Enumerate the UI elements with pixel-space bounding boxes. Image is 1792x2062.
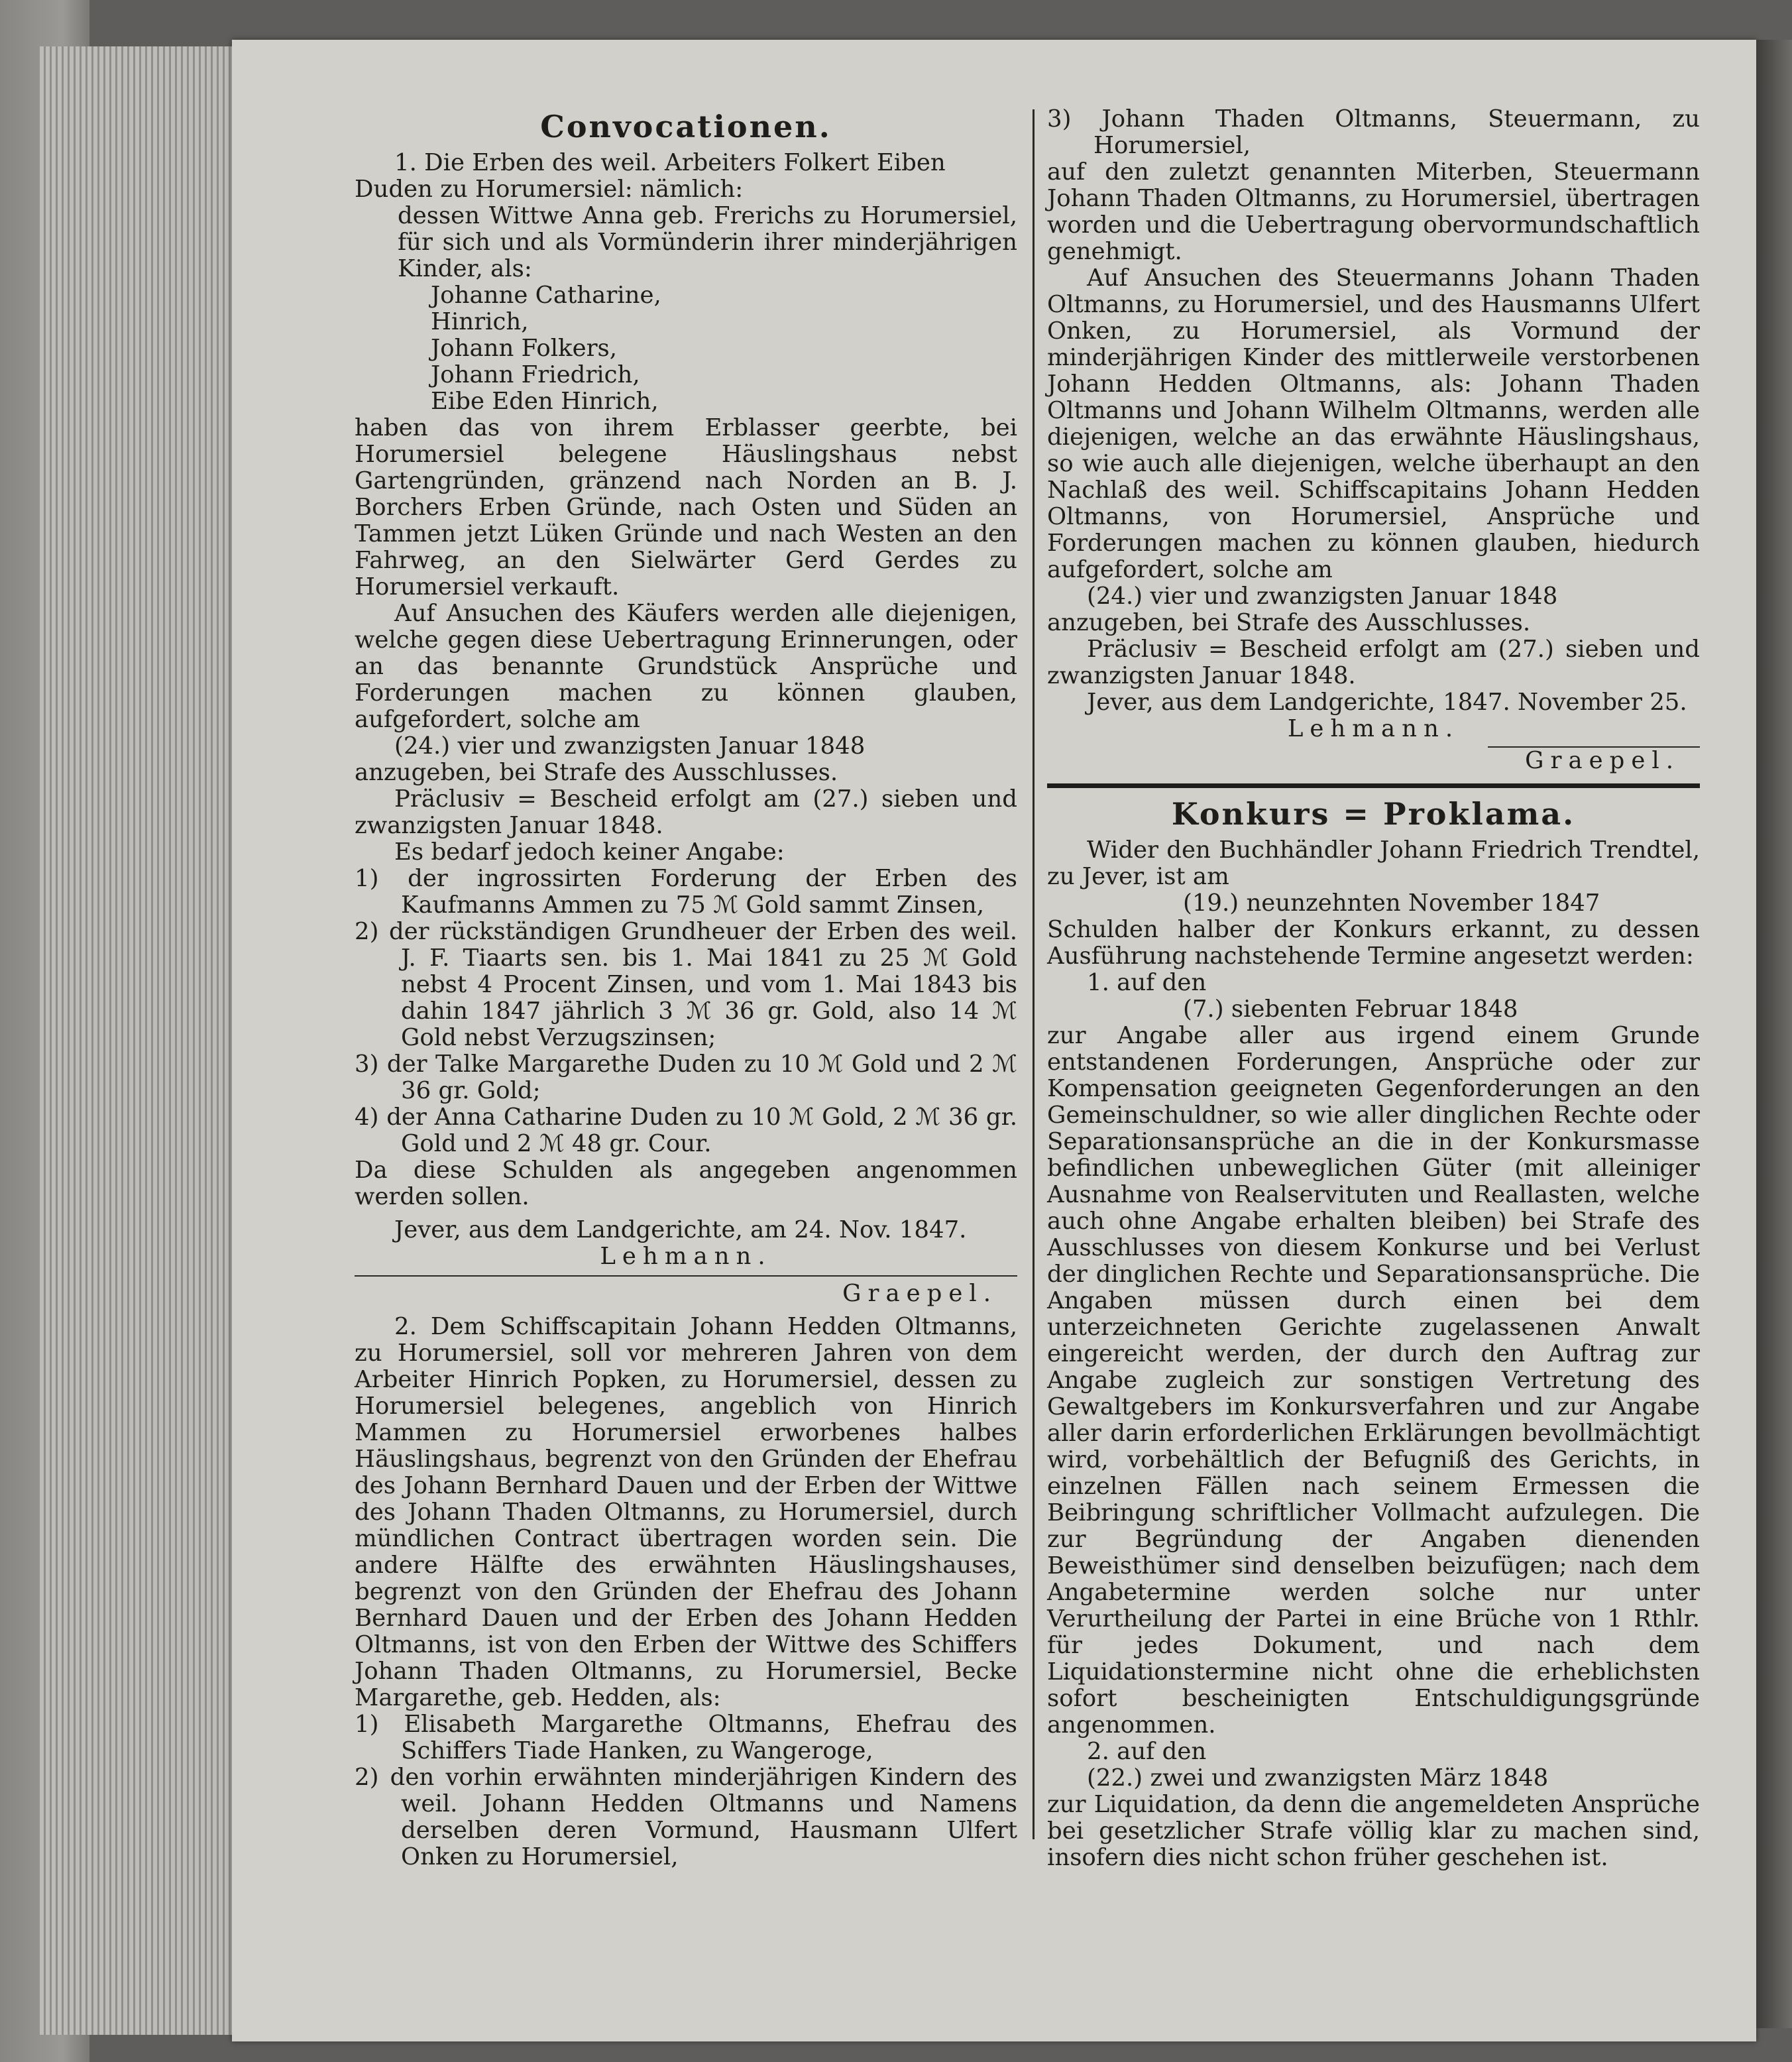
notice-1-widow: dessen Wittwe Anna geb. Frerichs zu Horumersiel, für sich und als Vormünderin ihrer minderjährigen Kinder, als:: [398, 202, 1017, 282]
child-name: Johann Folkers,: [431, 335, 618, 362]
children-list: [355, 282, 1017, 415]
notice-1-request: Auf Ansuchen des Käufers werden alle diejenigen, welche gegen diese Uebertragung Erinnerungen, oder an das benannte Grundstück Ansprüche und Forderungen machen zu können glauben, aufgefordert, solche am: [355, 600, 1017, 733]
notice-1-sale: haben das von ihrem Erblasser geerbte, bei Horumersiel belegene Häuslingshaus nebst Gartengründen, gränzend nach Norden an B. J. Borchers Erben Gründe, nach Osten und Süden an Tammen jetzt Lüken Gründe und nach Westen an den Fahrweg, an den Sielwärter Gerd Gerdes zu Horumersiel verkauft.: [355, 414, 1017, 601]
notice-2-continuation: auf den zuletzt genannten Miterben, Steuermann Johann Thaden Oltmanns, zu Horumersiel, übertragen worden und die Uebertragung obervormundschaftlich genehmigt.: [1047, 158, 1700, 265]
notice-2-date: (24.) vier und zwanzigsten Januar 1848: [1087, 583, 1558, 610]
notice-1-line-1: 1. Die Erben des weil. Arbeiters Folkert Eiben: [394, 149, 946, 176]
konkurs-debt: Schulden halber der Konkurs erkannt, zu dessen Ausführung nachstehende Termine angesetzt werden:: [1047, 916, 1700, 970]
konkurs-term-1-text: zur Angabe aller aus irgend einem Grunde entstandenen Forderungen, Ansprüche oder zur Kompensation geeigneten Gegenforderungen an den Gemeinschuldner, so wie aller dinglichen Rechte oder Separationsansprüche an die in der Konkursmasse befindlichen unbeweglichen Güter (mit alleiniger Ausnahme von Realservituten und Reallasten, welche auch ohne Angabe erhalten bleiben) bei Strafe des Ausschlusses von diesem Konkurse und bei Verlust der dinglichen Rechte und Separationsansprüche. Die Angaben müssen durch einen bei dem unterzeichneten Gerichte zugelassenen Anwalt eingereicht werden, der durch den Auftrag zur Angabe zugleich zur sonstigen Vertretung des Gewaltgebers im Konkursverfahren und zur Angabe aller darin erforderlichen Erklärungen bevollmächtigt wird, vorbehältlich der Befugniß des Gerichts, in einzelnen Fällen nach seinem Ermessen die Beibringung schriftlicher Vollmacht aufzulegen. Die zur Begründung der Angaben dienenden Beweisthümer sind denselben beizufügen; nach dem Angabetermine werden solche nur unter Verurtheilung der Partei in eine Brüche von 1 Rthlr. für jedes Dokument, und nach dem Liquidationstermine nicht ohne die erheblichsten sofort bescheinigten Entschuldigungsgründe angenommen.: [1047, 1022, 1700, 1739]
exception-item: 3) der Talke Margarethe Duden zu 10 ℳ Gold und 2 ℳ 36 gr. Gold;: [355, 1051, 1017, 1104]
exception-list: [355, 866, 1017, 1157]
notice-1-penalty: anzugeben, bei Strafe des Ausschlusses.: [355, 759, 838, 786]
child-name: Johanne Catharine,: [431, 282, 661, 309]
konkurs-term-2-date: (22.) zwei und zwanzigsten März 1848: [1087, 1764, 1549, 1792]
exception-item: 4) der Anna Catharine Duden zu 10 ℳ Gold, 2 ℳ 36 gr. Gold und 2 ℳ 48 gr. Cour.: [355, 1104, 1017, 1157]
notice-1-preclusion: Präclusiv = Bescheid erfolgt am (27.) sieben und zwanzigsten Januar 1848.: [355, 785, 1017, 839]
child-name: Johann Friedrich,: [431, 361, 640, 388]
heir-item: 2) den vorhin erwähnten minderjährigen Kindern des weil. Johann Hedden Oltmanns und Namens derselben deren Vormund, Hausmann Ulfert Onken zu Horumersiel,: [355, 1764, 1017, 1870]
section-divider: [1047, 783, 1700, 788]
konkurs-date: (19.) neunzehnten November 1847: [1183, 889, 1600, 917]
konkurs-term-1: 1. auf den: [1087, 969, 1207, 996]
column-divider: [1033, 109, 1035, 1839]
notice-2-request: Auf Ansuchen des Steuermanns Johann Thaden Oltmanns, zu Horumersiel, und des Hausmanns Ulfert Onken, zu Horumersiel, als Vormund der minderjährigen Kinder des mittlerweile verstorbenen Johann Hedden Oltmanns, als: Johann Thaden Oltmanns und Johann Wilhelm Oltmanns, werden alle diejenigen, welche an das erwähnte Häuslingshaus, so wie auch alle diejenigen, welche überhaupt an den Nachlaß des weil. Schiffscapitains Johann Hedden Oltmanns, von Horumersiel, Ansprüche und Forderungen machen zu können glauben, hiedurch aufgefordert, solche am: [1047, 264, 1700, 583]
notice-2-list: [355, 1711, 1017, 1870]
signature-rule: [355, 1275, 1017, 1277]
child-name: Eibe Eden Hinrich,: [431, 388, 659, 415]
notice-1-place-date: Jever, aus dem Landgerichte, am 24. Nov. 1847.: [394, 1216, 967, 1243]
signature-graepel: Graepel.: [1525, 747, 1680, 774]
section-title-konkurs: Konkurs = Proklama.: [1171, 796, 1576, 832]
signature-lehmann: Lehmann.: [1287, 715, 1460, 742]
heir-item-3: 3) Johann Thaden Oltmanns, Steuermann, zu Horumersiel,: [1047, 105, 1700, 159]
konkurs-intro: Wider den Buchhändler Johann Friedrich Trendtel, zu Jever, ist am: [1047, 836, 1700, 890]
konkurs-term-1-date: (7.) siebenten Februar 1848: [1183, 996, 1518, 1023]
child-name: Hinrich,: [431, 308, 529, 335]
page-gutter-shadow: [1756, 40, 1792, 2028]
left-column: [355, 106, 1017, 1870]
exception-item: 2) der rückständigen Grundheuer der Erben des weil. J. F. Tiaarts sen. bis 1. Mai 1841 zu 25 ℳ Gold nebst 4 Procent Zinsen, und vom 1. Mai 1843 bis dahin 1847 jährlich 3 ℳ 36 gr. Gold, also 14 ℳ Gold nebst Verzugszinsen;: [355, 918, 1017, 1051]
notice-2-penalty: anzugeben, bei Strafe des Ausschlusses.: [1047, 609, 1531, 636]
notice-1-line-2: Duden zu Horumersiel: nämlich:: [355, 176, 744, 203]
exception-item: 1) der ingrossirten Forderung der Erben des Kaufmanns Ammen zu 75 ℳ Gold sammt Zinsen,: [355, 865, 1017, 919]
konkurs-term-2: 2. auf den: [1087, 1738, 1207, 1765]
notice-2-place-date: Jever, aus dem Landgerichte, 1847. November 25.: [1087, 689, 1687, 716]
page-stack-edge: [40, 46, 239, 2035]
right-column: [1047, 106, 1700, 1871]
signature-graepel: Graepel.: [842, 1280, 997, 1307]
konkurs-term-2-text: zur Liquidation, da denn die angemeldeten Ansprüche bei gesetzlicher Strafe völlig klar zu machen sind, insofern dies nicht schon früher geschehen ist.: [1047, 1791, 1700, 1871]
signature-lehmann: Lehmann.: [600, 1243, 772, 1270]
heir-item: 1) Elisabeth Margarethe Oltmanns, Ehefrau des Schiffers Tiade Hanken, zu Wangeroge,: [355, 1711, 1017, 1764]
notice-2-text: 2. Dem Schiffscapitain Johann Hedden Oltmanns, zu Horumersiel, soll vor mehreren Jahren von dem Arbeiter Hinrich Popken, zu Horumersiel, dessen zu Horumersiel belegenes, angeblich von Hinrich Mammen zu Horumersiel erworbenes halbes Häuslingshaus, begrenzt von den Gründen der Ehefrau des Johann Bernhard Dauen und der Erben der Wittwe des Johann Thaden Oltmanns, zu Horumersiel, durch mündlichen Contract übertragen worden sein. Die andere Hälfte des erwähnten Häuslingshauses, begrenzt von den Gründen der Ehefrau des Johann Bernhard Dauen und der Erben des Johann Hedden Oltmanns, ist von den Erben der Wittwe des Schiffers Johann Thaden Oltmanns, zu Horumersiel, Becke Margarethe, geb. Hedden, als:: [355, 1313, 1017, 1711]
notice-2-preclusion: Präclusiv = Bescheid erfolgt am (27.) sieben und zwanzigsten Januar 1848.: [1047, 636, 1700, 689]
notice-1-debts: Da diese Schulden als angegeben angenommen werden sollen.: [355, 1157, 1017, 1210]
section-title-convocationen: Convocationen.: [540, 109, 832, 144]
notice-1-date: (24.) vier und zwanzigsten Januar 1848: [394, 732, 866, 760]
notice-1-exception: Es bedarf jedoch keiner Angabe:: [394, 838, 785, 866]
